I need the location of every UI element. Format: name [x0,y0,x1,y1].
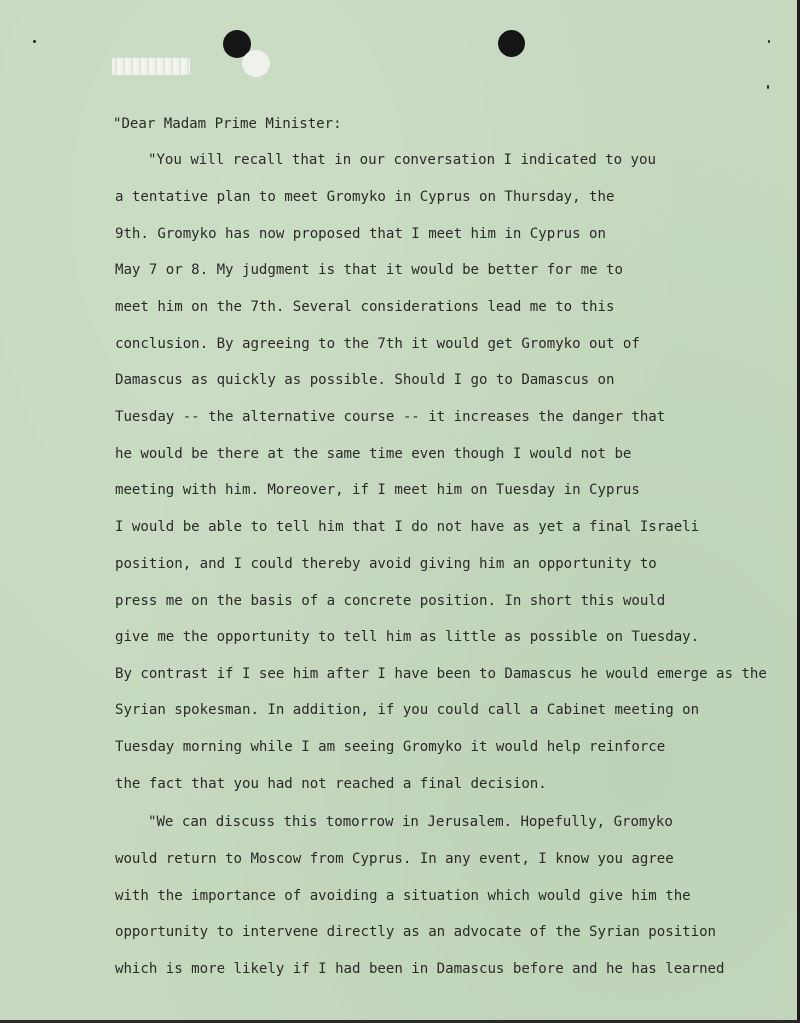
paragraph-1-line-1: "You will recall that in our conversation I indicated to you [148,152,656,168]
paragraph-1-line-11: I would be able to tell him that I do not have as yet a final Israeli [115,519,700,535]
paragraph-1-line-8: Tuesday -- the alternative course -- it increases the danger that [115,409,666,425]
paragraph-2-line-2: would return to Moscow from Cyprus. In any event, I know you agree [115,851,674,867]
paragraph-1-line-7: Damascus as quickly as possible. Should I go to Damascus on [115,372,615,388]
paragraph-1-line-16: Syrian spokesman. In addition, if you could call a Cabinet meeting on [115,702,700,718]
paragraph-1-line-10: meeting with him. Moreover, if I meet him on Tuesday in Cyprus [115,482,640,498]
paragraph-1-line-6: conclusion. By agreeing to the 7th it would get Gromyko out of [115,336,640,352]
paragraph-1-line-14: give me the opportunity to tell him as little as possible on Tuesday. [115,629,700,645]
paragraph-1-line-17: Tuesday morning while I am seeing Gromyko it would help reinforce [115,739,666,755]
paragraph-1-line-13: press me on the basis of a concrete position. In short this would [115,593,666,609]
paragraph-2-line-1: "We can discuss this tomorrow in Jerusalem. Hopefully, Gromyko [148,814,673,830]
paragraph-1-line-3: 9th. Gromyko has now proposed that I meet him in Cyprus on [115,226,606,242]
paragraph-2-line-5: which is more likely if I had been in Damascus before and he has learned [115,961,725,977]
paragraph-1-line-4: May 7 or 8. My judgment is that it would be better for me to [115,262,623,278]
paragraph-1-line-9: he would be there at the same time even though I would not be [115,446,632,462]
paragraph-1-line-5: meet him on the 7th. Several considerations lead me to this [115,299,615,315]
paragraph-2-line-4: opportunity to intervene directly as an advocate of the Syrian position [115,924,717,940]
salutation-line: "Dear Madam Prime Minister: [113,116,342,132]
paragraph-1-line-2: a tentative plan to meet Gromyko in Cyprus on Thursday, the [115,189,615,205]
paragraph-1-line-12: position, and I could thereby avoid giving him an opportunity to [115,556,657,572]
paragraph-1-line-18: the fact that you had not reached a final decision. [115,776,547,792]
paragraph-2-line-3: with the importance of avoiding a situation which would give him the [115,888,691,904]
paragraph-1-line-15: By contrast if I see him after I have been to Damascus he would emerge as the [115,666,767,682]
